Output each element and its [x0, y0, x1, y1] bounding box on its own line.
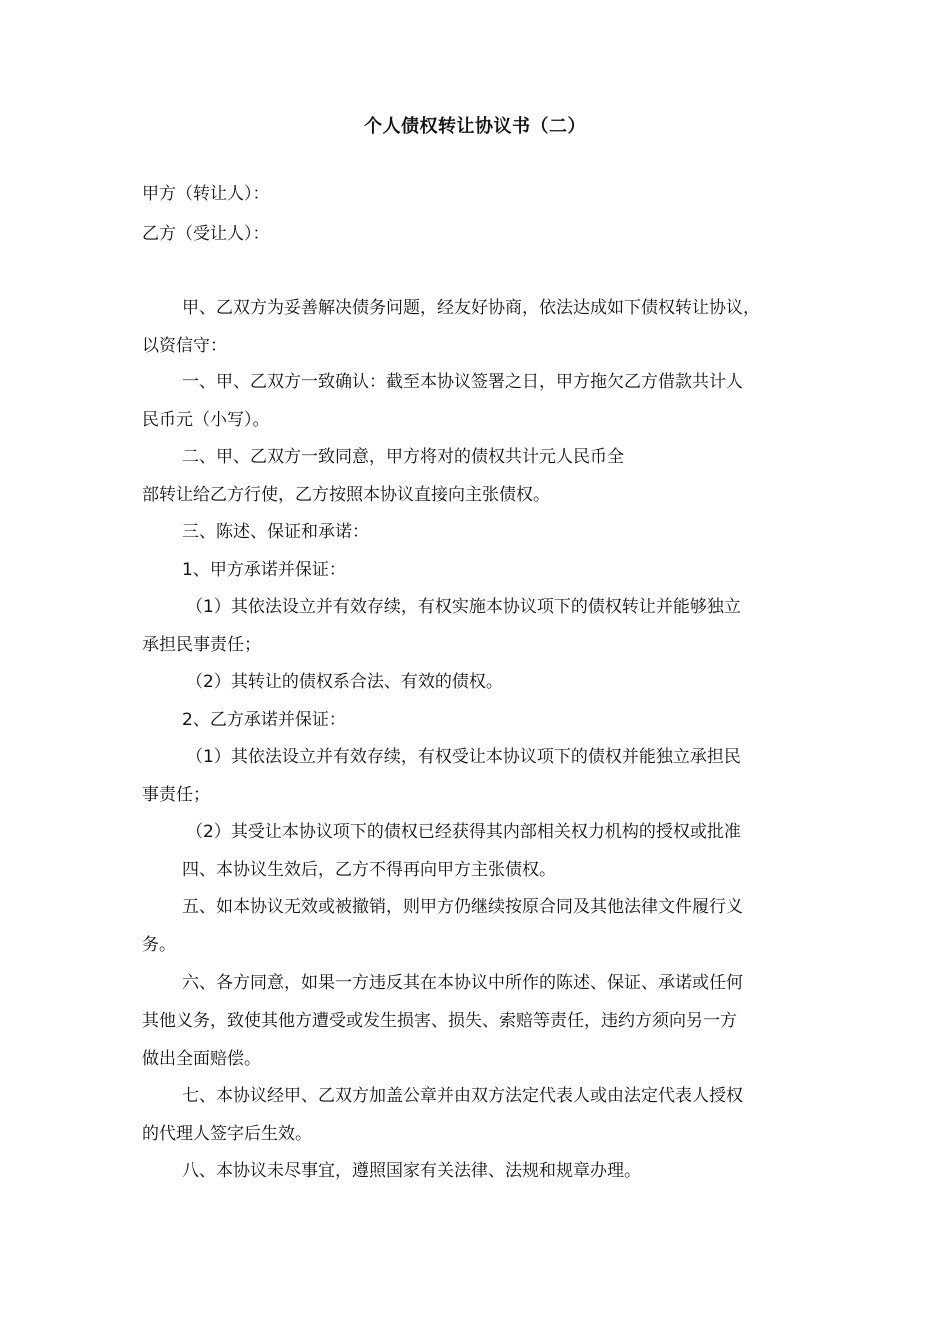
paragraph-line: 2、乙方承诺并保证： [182, 710, 346, 730]
paragraph-line: 事责任； [142, 785, 210, 805]
paragraph-line: （2）其转让的债权系合法、有效的债权。 [186, 672, 503, 692]
paragraph-line: 做出全面赔偿。 [142, 1049, 261, 1069]
paragraph-line: 四、本协议生效后，乙方不得再向甲方主张债权。 [182, 860, 556, 880]
paragraph-line: 1、甲方承诺并保证： [182, 560, 346, 580]
paragraph-line: 一、甲、乙双方一致确认：截至本协议签署之日，甲方拖欠乙方借款共计人 [182, 372, 743, 392]
paragraph-line: 民币元（小写）。 [142, 410, 270, 430]
paragraph-line: 七、本协议经甲、乙双方加盖公章并由双方法定代表人或由法定代表人授权 [182, 1086, 743, 1106]
paragraph-line: 以资信守： [142, 336, 227, 356]
paragraph-line: （1）其依法设立并有效存续，有权受让本协议项下的债权并能独立承担民 [186, 747, 741, 767]
paragraph-line: 八、本协议未尽事宜，遵照国家有关法律、法规和规章办理。 [182, 1161, 641, 1181]
paragraph-line: （1）其依法设立并有效存续，有权实施本协议项下的债权转让并能够独立 [186, 597, 741, 617]
paragraph-line: （2）其受让本协议项下的债权已经获得其内部相关权力机构的授权或批准 [186, 822, 741, 842]
paragraph-line: 其他义务，致使其他方遭受或发生损害、损失、索赔等责任，违约方须向另一方 [142, 1011, 737, 1031]
paragraph-line: 的代理人签字后生效。 [142, 1124, 312, 1144]
paragraph-line: 二、甲、乙双方一致同意，甲方将对的债权共计元人民币全 [182, 447, 624, 467]
paragraph-line: 乙方（受让人）： [142, 224, 270, 244]
paragraph-line: 部转让给乙方行使，乙方按照本协议直接向主张债权。 [142, 485, 550, 505]
paragraph-line: 三、陈述、保证和承诺： [182, 522, 369, 542]
paragraph-line: 甲方（转让人）： [142, 184, 270, 204]
document-title: 个人债权转让协议书（二） [364, 116, 586, 137]
paragraph-line: 承担民事责任； [142, 635, 261, 655]
paragraph-line: 六、各方同意，如果一方违反其在本协议中所作的陈述、保证、承诺或任何 [182, 973, 743, 993]
paragraph-line: 五、如本协议无效或被撤销，则甲方仍继续按原合同及其他法律文件履行义 [182, 897, 743, 917]
paragraph-line: 甲、乙双方为妥善解决债务问题，经友好协商，依法达成如下债权转让协议， [182, 298, 760, 318]
paragraph-line: 务。 [142, 935, 176, 955]
